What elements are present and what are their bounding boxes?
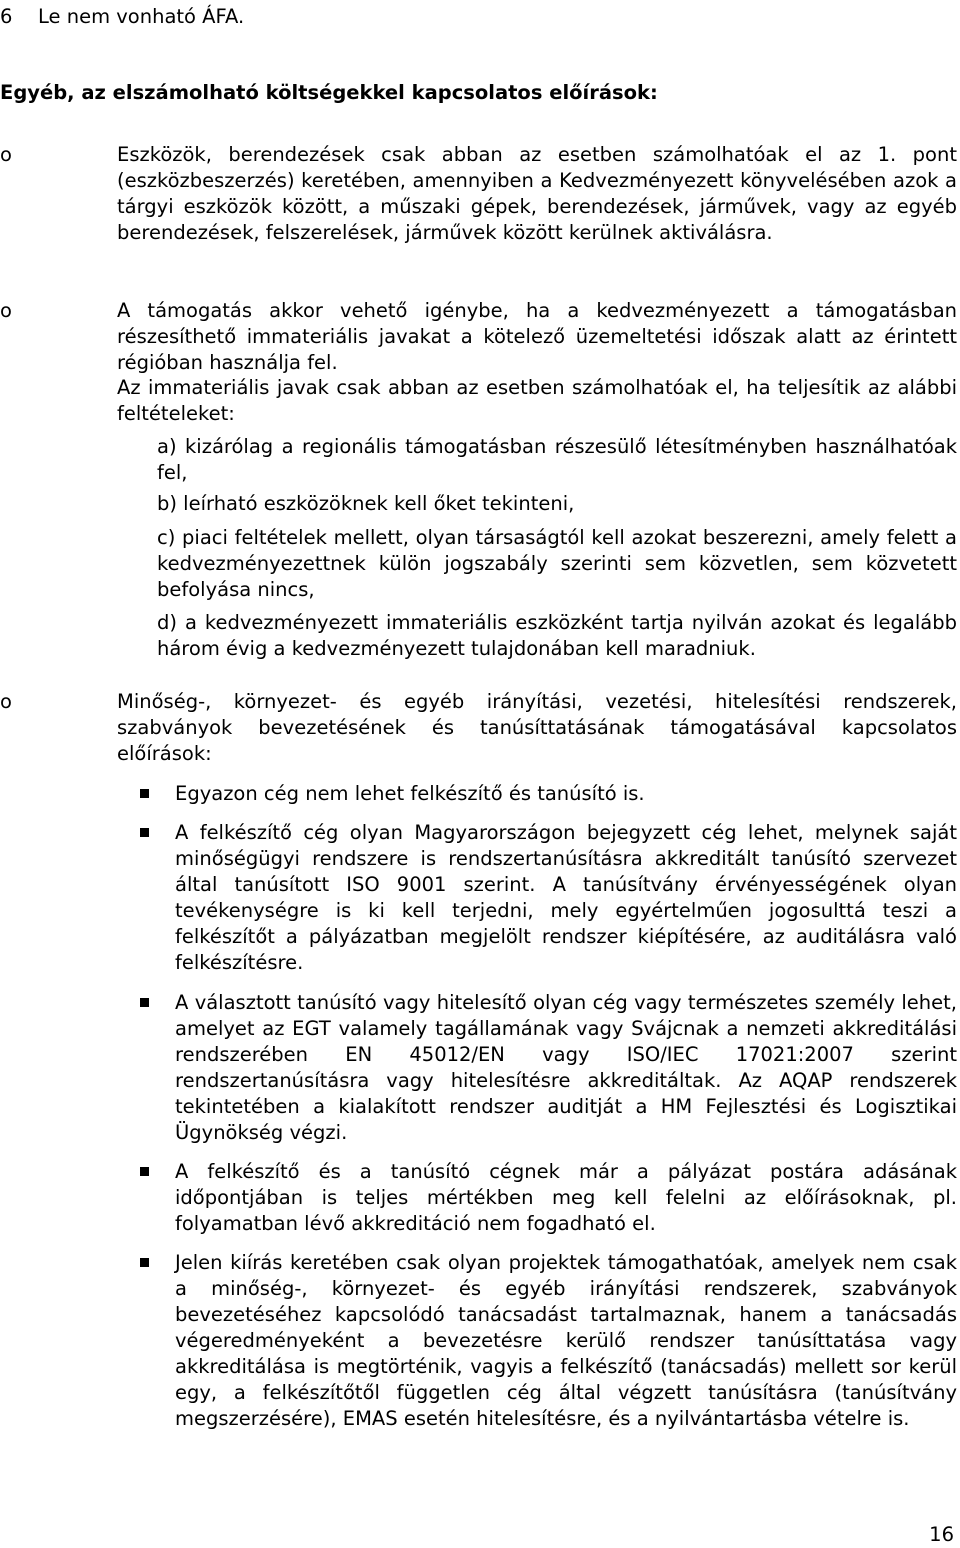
condition-d: d) a kedvezményezett immateriális eszközként tartja nyilván azokat és legalább három évig a kedvezményezett tulajdonában kell maradniuk.	[157, 611, 957, 660]
condition-b: b) leírható eszközöknek kell őket tekinteni,	[157, 492, 575, 515]
header-line	[0, 4, 244, 30]
square-bullet-icon	[140, 1167, 149, 1176]
list-item-assets: Eszközök, berendezések csak abban az esetben számolhatóak el az 1. pont (eszközbeszerzés) keretében, amennyiben a Kedvezményezett könyvelésében azok a tárgyi eszközök között, a műszaki gépek, berendezések, járművek, vagy az egyéb berendezések, felszerelések, járművek között kerülnek aktiválásra.	[117, 143, 957, 244]
immaterial-intro: Az immateriális javak csak abban az esetben számolhatóak el, ha teljesítik az alábbi feltételeket:	[117, 376, 957, 425]
square-bullet-icon	[140, 828, 149, 837]
square-bullet-icon	[140, 789, 149, 798]
header-line-text: Le nem vonható ÁFA.	[38, 5, 245, 28]
condition-a: a) kizárólag a regionális támogatásban részesülő létesítményben használhatóak fel,	[157, 435, 957, 484]
condition-c: c) piaci feltételek mellett, olyan társaságtól kell azokat beszerezni, amely felett a kedvezményezettnek külön jogszabály szerinti sem közvetlen, sem közvetett befolyása nincs,	[157, 526, 957, 601]
page-number: 16	[929, 1523, 954, 1546]
quality-rule-2: A felkészítő cég olyan Magyarországon bejegyzett cég lehet, melynek saját minőségügyi rendszere is rendszertanúsításra akkreditált tanúsító szervezet által tanúsított ISO 9001 szerint. A tanúsítvány érvényességének olyan tevékenységre is ki kell terjedni, mely egyértelműen jogosulttá teszi a felkészítőt a pályázatban megjelölt rendszer kiépítésére, az auditálásra való felkészítésre.	[175, 821, 957, 974]
list-item-quality: Minőség-, környezet- és egyéb irányítási, vezetési, hitelesítési rendszerek, szabványok bevezetésének és tanúsíttatásának támogatásával kapcsolatos előírások:	[117, 690, 957, 765]
square-bullet-icon	[140, 1258, 149, 1267]
quality-rule-3: A választott tanúsító vagy hitelesítő olyan cég vagy természetes személy lehet, amelyet az EGT valamely tagállamának vagy Svájcnak a nemzeti akkreditálási rendszerében EN 45012/EN vagy ISO/IEC 17021:2007 szerint rendszertanúsításra vagy hitelesítésre akkreditáltak. Az AQAP rendszerek tekintetében a kialakított rendszer auditját a HM Fejlesztési és Logisztikai Ügynökség végzi.	[175, 991, 957, 1144]
bullet-marker: o	[0, 299, 12, 322]
quality-rule-1: Egyazon cég nem lehet felkészítő és tanúsító is.	[175, 782, 645, 805]
section-heading: Egyéb, az elszámolható költségekkel kapcsolatos előírások:	[0, 81, 658, 104]
bullet-marker: o	[0, 143, 12, 166]
quality-rule-4: A felkészítő és a tanúsító cégnek már a pályázat postára adásának időpontjában is teljes mértékben meg kell felelni az előírásoknak, pl. folyamatban lévő akkreditáció nem fogadható el.	[175, 1160, 957, 1235]
list-item-support: A támogatás akkor vehető igénybe, ha a kedvezményezett a támogatásban részesíthető immateriális javakat a kötelező üzemeltetési időszak alatt az érintett régióban használja fel.	[117, 299, 957, 374]
square-bullet-icon	[140, 998, 149, 1007]
header-line-number: 6	[0, 5, 13, 28]
quality-rule-5: Jelen kiírás keretében csak olyan projektek támogathatóak, amelyek nem csak a minőség-, környezet- és egyéb irányítási rendszerek, szabványok bevezetéséhez kapcsolódó tanácsadást tartalmaznak, hanem a tanácsadás végeredményeként a bevezetésre kerülő rendszer tanúsíttatása vagy akkreditálása is megtörténik, vagyis a felkészítő (tanácsadás) mellett sor kerül egy, a felkészítőtől független cég által végzett tanúsításra (tanúsítvány megszerzésére), EMAS esetén hitelesítésre, és a nyilvántartásba vételre is.	[175, 1251, 957, 1430]
bullet-marker: o	[0, 690, 12, 713]
